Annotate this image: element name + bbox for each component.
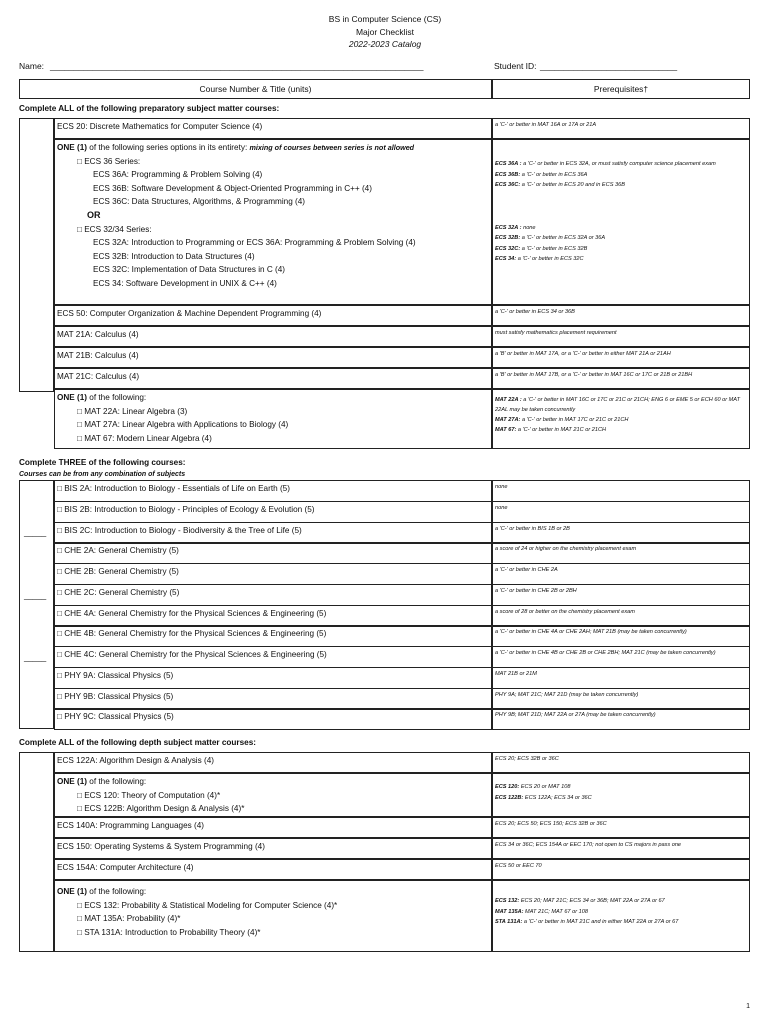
course-option-prereq: none xyxy=(492,501,750,523)
course-mat21a: MAT 21A: Calculus (4) xyxy=(57,330,139,339)
prereq-text: ECS 50 or EEC 70 xyxy=(495,863,542,869)
course-row-ecs-series xyxy=(54,139,492,305)
course-option-prereq: MAT 21B or 21M xyxy=(492,667,750,689)
prereq-text: ECS 20 or MAT 108 xyxy=(519,784,571,790)
prereq-probability xyxy=(492,880,750,952)
course-option-prereq: none xyxy=(492,480,750,502)
course-ecs150: ECS 150: Operating Systems & System Programming (4) xyxy=(57,842,265,851)
doc-subtitle: Major Checklist xyxy=(355,26,415,37)
course-option-row[interactable]: □ PHY 9A: Classical Physics (5) xyxy=(54,667,492,689)
prereq-key: MAT 135A: xyxy=(495,908,524,915)
course-option-row[interactable]: □ BIS 2C: Introduction to Biology - Biodiversity & the Tree of Life (5) xyxy=(54,522,492,544)
course-row-mat21a xyxy=(54,326,492,347)
course-row-ecs140a xyxy=(54,817,492,838)
prereq-text: a 'B' or better in MAT 17B, or a 'C-' or better in MAT 16C or 17C or 21B or 21BH xyxy=(495,372,693,378)
prereq-text: ECS 20; ECS 50; ECS 150; ECS 32B or 36C xyxy=(495,821,607,827)
prereq-text: a 'C-' or better in ECS 34 or 36B xyxy=(495,309,575,315)
course-row-mat21b xyxy=(54,347,492,368)
course-option-prereq: a score of 28 or better on the chemistry placement exam xyxy=(492,605,750,627)
course-row-ecs154a xyxy=(54,859,492,880)
course-option-row[interactable]: □ BIS 2B: Introduction to Biology - Principles of Ecology & Evolution (5) xyxy=(54,501,492,523)
section-three-courses-title: Complete THREE of the following courses: xyxy=(19,458,186,467)
course-mat21b: MAT 21B: Calculus (4) xyxy=(57,351,139,360)
course-ecs34: ECS 34: Software Development in UNIX & C++ (4) xyxy=(93,278,277,288)
selection-blank-2[interactable]: _____ xyxy=(24,591,47,600)
course-option-row[interactable]: □ PHY 9B: Classical Physics (5) xyxy=(54,688,492,710)
prereq-key: MAT 22A : xyxy=(495,397,522,403)
prob-rest: of the following: xyxy=(87,887,147,896)
option-ecs36-series[interactable]: □ ECS 36 Series: xyxy=(77,156,141,166)
course-option-prereq: a score of 24 or higher on the chemistry placement exam xyxy=(492,542,750,564)
prereq-text: a 'C-' or better in ECS 32B xyxy=(520,245,588,252)
prereq-key: ECS 34: xyxy=(495,256,517,262)
course-ecs154a: ECS 154A: Computer Architecture (4) xyxy=(57,863,194,872)
section-three-courses-subtitle: Courses can be from any combination of subjects xyxy=(19,471,186,478)
or-separator: OR xyxy=(87,209,101,220)
prereq-key: ECS 32B: xyxy=(495,235,521,241)
prereq-theory xyxy=(492,773,750,817)
option-mat135a[interactable]: □ MAT 135A: Probability (4)* xyxy=(77,914,181,924)
prereq-linear-algebra xyxy=(492,389,750,449)
course-ecs36c: ECS 36C: Data Structures, Algorithms, & Programming (4) xyxy=(93,197,306,207)
la-lead: ONE (1) xyxy=(57,393,88,402)
prereq-key: STA 131A: xyxy=(495,919,523,925)
prereq-ecs50 xyxy=(492,305,750,326)
prereq-text: ECS 122A; ECS 34 or 36C xyxy=(523,794,592,801)
course-row-linear-algebra xyxy=(54,389,492,449)
document-header xyxy=(0,13,770,51)
prereq-ecs122a xyxy=(492,752,750,773)
course-ecs36a: ECS 36A: Programming & Problem Solving (4) xyxy=(93,170,263,180)
prereq-ecs154a xyxy=(492,859,750,880)
prereq-text: a 'B' or better in MAT 17A, or a 'C-' or better in either MAT 21A or 21AH xyxy=(495,351,671,357)
prereq-text: a 'C-' or better in ECS 32A, or must satisfy computer science placement exam xyxy=(521,161,716,167)
prereq-text: ECS 20; ECS 32B or 36C xyxy=(495,756,559,762)
prereq-ecs150 xyxy=(492,838,750,859)
course-option-row[interactable]: □ PHY 9C: Classical Physics (5) xyxy=(54,708,492,730)
prereq-text: a 'C-' or better in ECS 32A or 36A xyxy=(520,235,606,241)
course-ecs32b: ECS 32B: Introduction to Data Structures (4) xyxy=(93,251,255,261)
course-option-row[interactable]: □ CHE 2C: General Chemistry (5) xyxy=(54,584,492,606)
student-id-label: Student ID: xyxy=(494,61,537,71)
option-ecs32-series[interactable]: □ ECS 32/34 Series: xyxy=(77,224,152,234)
prereq-mat21c xyxy=(492,368,750,389)
page-number: 1 xyxy=(746,1003,750,1010)
prereq-text: ECS 34 or 36C; ECS 154A or EEC 170; not open to CS majors in pass one xyxy=(495,842,682,848)
course-row-ecs122a xyxy=(54,752,492,773)
section2-check-column xyxy=(19,480,54,729)
course-ecs36b: ECS 36B: Software Development & Object-Oriented Programming in C++ (4) xyxy=(93,183,372,193)
course-option-prereq: PHY 9A; MAT 21C; MAT 21D (may be taken concurrently) xyxy=(492,688,750,710)
course-option-row[interactable]: □ CHE 2A: General Chemistry (5) xyxy=(54,542,492,564)
prereq-key: ECS 32A : xyxy=(495,224,522,231)
option-mat67[interactable]: □ MAT 67: Modern Linear Algebra (4) xyxy=(77,433,212,443)
course-option-row[interactable]: □ BIS 2A: Introduction to Biology - Essentials of Life on Earth (5) xyxy=(54,480,492,502)
series-rest: of the following series options in its entirety: xyxy=(87,143,248,152)
course-row-mat21c xyxy=(54,368,492,389)
theory-rest: of the following: xyxy=(87,777,147,786)
prereq-text: a 'C-' or better in ECS 20 and in ECS 36B xyxy=(520,182,625,188)
section-check-column-lower xyxy=(19,305,54,392)
prereq-key: MAT 67: xyxy=(495,427,517,433)
doc-catalog: 2022-2023 Catalog xyxy=(348,39,422,49)
course-ecs140a: ECS 140A: Programming Languages (4) xyxy=(57,821,204,830)
prereq-mat21b xyxy=(492,347,750,368)
theory-lead: ONE (1) xyxy=(57,777,88,786)
course-row-ecs20 xyxy=(54,118,492,139)
prereq-text: none xyxy=(521,224,536,231)
option-sta131a[interactable]: □ STA 131A: Introduction to Probability Theory (4)* xyxy=(77,927,261,937)
doc-title: BS in Computer Science (CS) xyxy=(328,14,442,24)
selection-blank-3[interactable]: _____ xyxy=(24,653,47,662)
prereq-key: ECS 120: xyxy=(495,784,520,790)
course-option-prereq: a 'C-' or better in CHE 2A xyxy=(492,563,750,585)
section-depth-title: Complete ALL of the following depth subject matter courses: xyxy=(19,738,257,747)
course-column-header: Course Number & Title (units) xyxy=(19,79,492,99)
prereq-text: a 'C-' or better in MAT 16A or 17A or 21A xyxy=(495,122,597,128)
selection-blank-1[interactable]: _____ xyxy=(24,528,47,537)
course-ecs20: ECS 20: Discrete Mathematics for Computer Science (4) xyxy=(57,122,263,131)
course-row-ecs150 xyxy=(54,838,492,859)
prereq-key: ECS 132: xyxy=(495,898,520,904)
course-ecs50: ECS 50: Computer Organization & Machine Dependent Programming (4) xyxy=(57,309,322,318)
prereq-text: a 'C-' or better in MAT 21C or 21CH xyxy=(516,427,607,433)
course-ecs122a: ECS 122A: Algorithm Design & Analysis (4) xyxy=(57,756,214,765)
prereq-key: ECS 36A : xyxy=(495,161,522,167)
la-rest: of the following: xyxy=(87,393,147,402)
course-option-prereq: a 'C-' or better in CHE 4B or CHE 2B or CHE 2BH; MAT 21C (may be taken concurrently) xyxy=(492,646,750,668)
prereq-text: ECS 20; MAT 21C; ECS 34 or 36B; MAT 22A or 27A or 67 xyxy=(519,898,665,904)
course-ecs32a: ECS 32A: Introduction to Programming or ECS 36A: Programming & Problem Solving (4) xyxy=(93,238,416,248)
prereq-key: ECS 122B: xyxy=(495,794,524,801)
prereq-text: must satisfy mathematics placement requirement xyxy=(495,330,617,336)
student-id-field[interactable]: _____________________________ xyxy=(540,61,678,71)
prereq-text: MAT 21C; MAT 67 or 108 xyxy=(523,908,588,915)
prereq-text: a 'C-' or better in MAT 16C or 17C or 21C or 21CH; ENG 6 or EME 5 or ECH 60 or MAT 22AL may be taken concurrently xyxy=(495,397,741,413)
course-row-probability xyxy=(54,880,492,952)
course-row-ecs50 xyxy=(54,305,492,326)
prereq-column-header: Prerequisites† xyxy=(492,79,750,99)
option-ecs120[interactable]: □ ECS 120: Theory of Computation (4)* xyxy=(77,790,221,800)
prereq-text: a 'C-' or better in ECS 32C xyxy=(516,256,584,262)
prereq-text: a 'C-' or better in ECS 36A xyxy=(520,171,588,178)
course-option-row[interactable]: □ CHE 4C: General Chemistry for the Physical Sciences & Engineering (5) xyxy=(54,646,492,668)
option-ecs132[interactable]: □ ECS 132: Probability & Statistical Modeling for Computer Science (4)* xyxy=(77,900,338,910)
prereq-ecs140a xyxy=(492,817,750,838)
course-option-prereq: PHY 9B; MAT 21D; MAT 22A or 27A (may be taken concurrently) xyxy=(492,708,750,730)
course-ecs32c: ECS 32C: Implementation of Data Structures in C (4) xyxy=(93,265,286,275)
course-option-row[interactable]: □ CHE 2B: General Chemistry (5) xyxy=(54,563,492,585)
option-mat22a[interactable]: □ MAT 22A: Linear Algebra (3) xyxy=(77,406,188,416)
prereq-ecs20 xyxy=(492,118,750,139)
series-lead: ONE (1) xyxy=(57,143,88,152)
section3-check-column xyxy=(19,752,54,952)
name-label: Name: xyxy=(19,61,45,71)
name-field[interactable]: _______________________________________________________________________________ xyxy=(50,61,424,71)
series-note: mixing of courses between series is not allowed xyxy=(249,143,415,152)
prereq-ecs-series xyxy=(492,139,750,305)
prereq-key: ECS 32C: xyxy=(495,245,521,252)
prereq-text: a 'C-' or better in MAT 17C or 21C or 21CH xyxy=(520,417,629,423)
prob-lead: ONE (1) xyxy=(57,887,88,896)
section-preparatory-title: Complete ALL of the following preparatory subject matter courses: xyxy=(19,104,280,113)
option-mat27a[interactable]: □ MAT 27A: Linear Algebra with Applications to Biology (4) xyxy=(77,420,289,430)
option-ecs122b[interactable]: □ ECS 122B: Algorithm Design & Analysis (4)* xyxy=(77,804,245,814)
prereq-text: a 'C-' or better in MAT 21C and in either MAT 22A or 27A or 67 xyxy=(522,919,679,925)
course-option-prereq: a 'C-' or better in CHE 2B or 2BH xyxy=(492,584,750,606)
course-mat21c: MAT 21C: Calculus (4) xyxy=(57,372,140,381)
course-option-prereq: a 'C-' or better in CHE 4A or CHE 2AH; MAT 21B (may be taken concurrently) xyxy=(492,625,750,647)
course-option-row[interactable]: □ CHE 4B: General Chemistry for the Physical Sciences & Engineering (5) xyxy=(54,625,492,647)
prereq-mat21a xyxy=(492,326,750,347)
course-row-theory xyxy=(54,773,492,817)
course-option-row[interactable]: □ CHE 4A: General Chemistry for the Physical Sciences & Engineering (5) xyxy=(54,605,492,627)
prereq-key: ECS 36C: xyxy=(495,182,521,188)
course-option-prereq: a 'C-' or better in BIS 1B or 2B xyxy=(492,522,750,544)
prereq-key: MAT 27A: xyxy=(495,417,521,423)
prereq-key: ECS 36B: xyxy=(495,171,521,178)
